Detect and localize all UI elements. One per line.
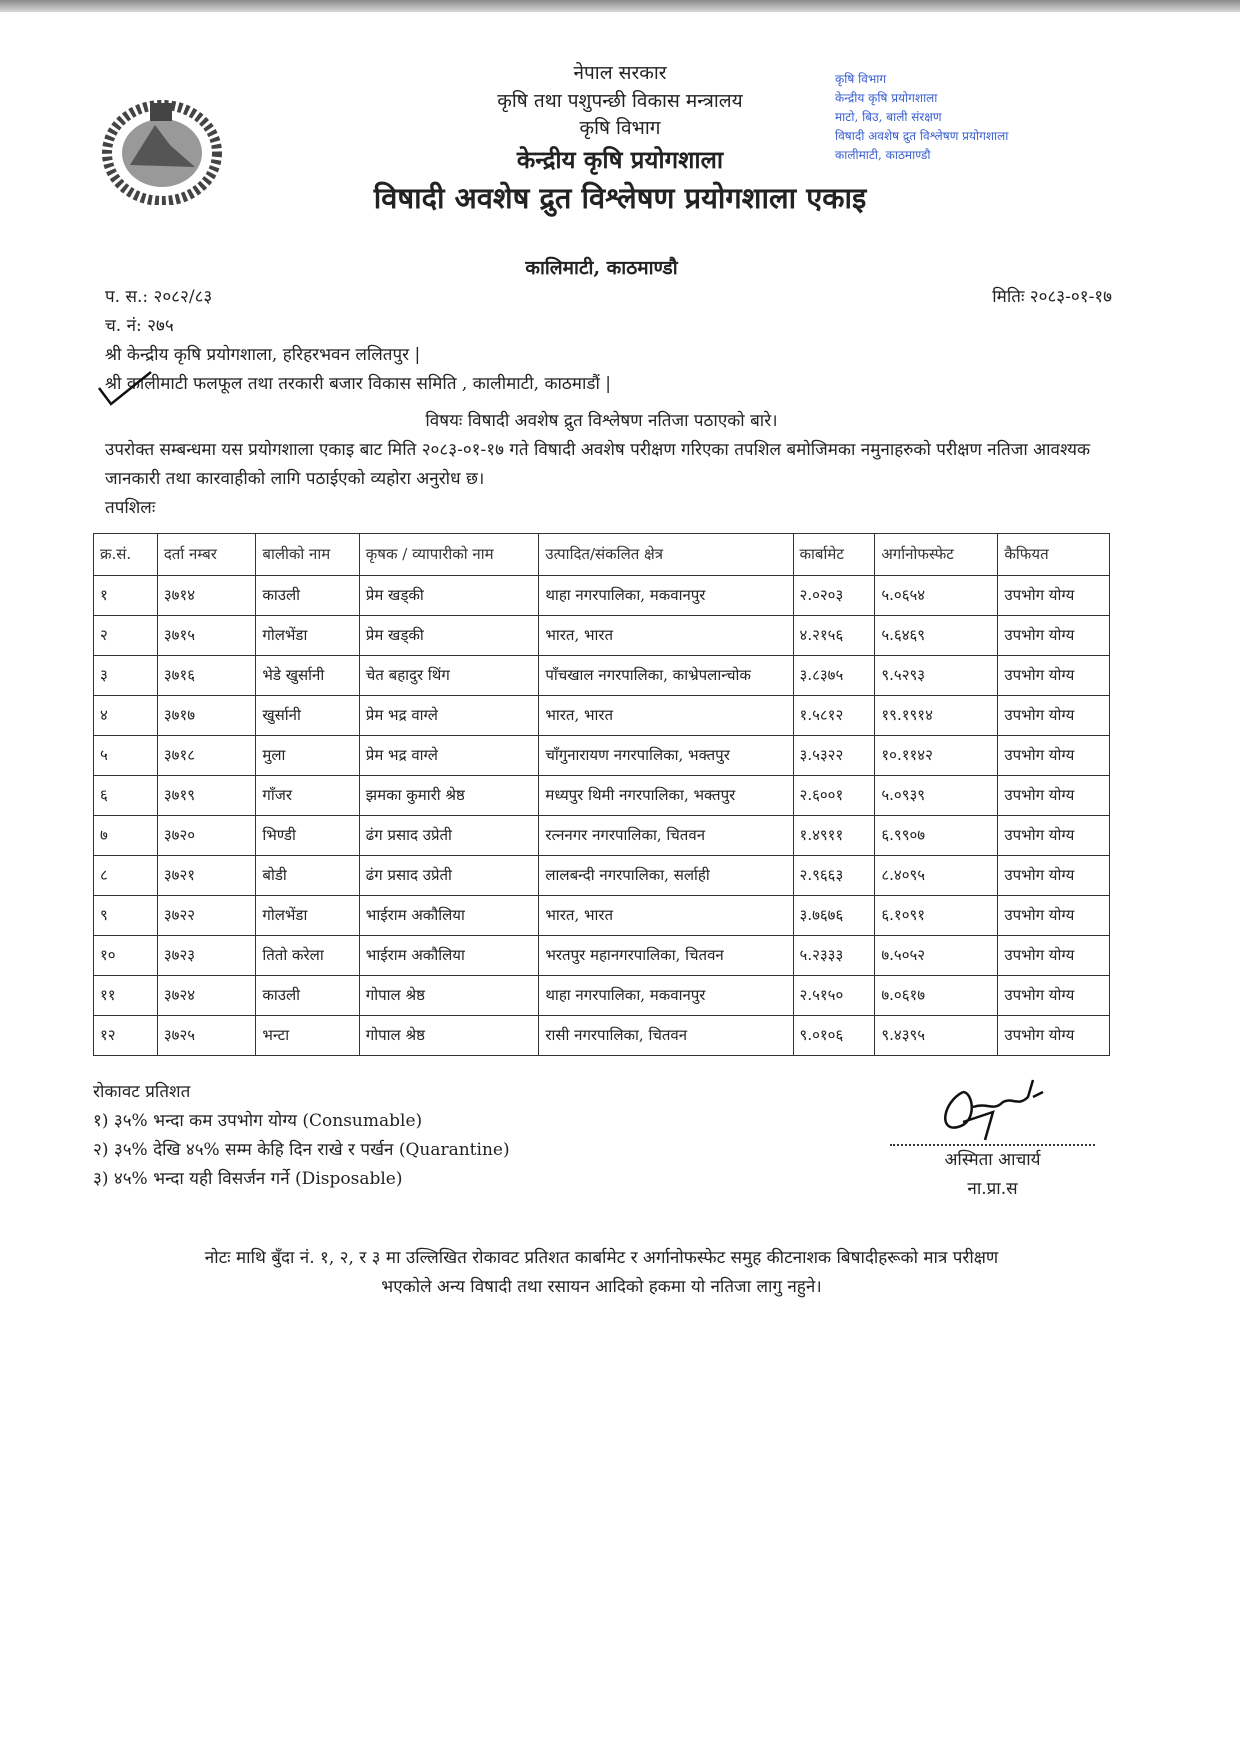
table-cell: मध्यपुर थिमी नगरपालिका, भक्तपुर <box>539 775 793 815</box>
column-header: कार्बामेट <box>793 533 875 575</box>
table-cell: मुला <box>256 735 359 775</box>
table-row <box>94 895 1110 935</box>
table-cell: ११ <box>94 975 158 1015</box>
signatory-designation: ना.प्रा.स <box>967 1178 1018 1199</box>
table-cell: ३.७६७६ <box>793 895 875 935</box>
table-cell: उपभोग योग्य <box>998 895 1110 935</box>
body-paragraph: उपरोक्त सम्बन्धमा यस प्रयोगशाला एकाइ बाट मिति २०८३-०१-१७ गते विषादी अवशेष परीक्षण गरिएका तपशिल बमोजिमका नमुनाहरुको परीक्षण नतिजा आवश्यक जानकारी तथा कारवाहीको लागि पठाईएको व्यहोरा अनुरोध छ। <box>105 439 1091 489</box>
table-cell: उपभोग योग्य <box>998 1015 1110 1055</box>
table-cell: ६.१०९१ <box>875 895 998 935</box>
table-cell: ३७१८ <box>157 735 256 775</box>
header-government: नेपाल सरकार <box>573 62 667 84</box>
column-header: कैफियत <box>998 533 1110 575</box>
table-cell: गोपाल श्रेष्ठ <box>359 1015 539 1055</box>
table-cell: भारत, भारत <box>539 615 793 655</box>
legend-item-1: १) ३५% भन्दा कम उपभोग योग्य (Consumable) <box>93 1110 423 1131</box>
table-cell: ३७१७ <box>157 695 256 735</box>
table-cell: थाहा नगरपालिका, मकवानपुर <box>539 975 793 1015</box>
table-cell: रासी नगरपालिका, चितवन <box>539 1015 793 1055</box>
table-cell: ३७२० <box>157 815 256 855</box>
table-cell: चाँगुनारायण नगरपालिका, भक्तपुर <box>539 735 793 775</box>
table-cell: २.६००१ <box>793 775 875 815</box>
table-cell: ३.५३२२ <box>793 735 875 775</box>
table-cell: बोडी <box>256 855 359 895</box>
dispatch-number: च. नं: २७५ <box>105 315 174 336</box>
stamp-line: केन्द्रीय कृषि प्रयोगशाला <box>835 91 938 105</box>
table-cell: ५.६४६९ <box>875 615 998 655</box>
table-cell: प्रेम भद्र वाग्ले <box>359 695 539 735</box>
tapashil-label: तपशिलः <box>105 497 156 518</box>
table-row <box>94 815 1110 855</box>
table-cell: काउली <box>256 975 359 1015</box>
table-cell: ३७२१ <box>157 855 256 895</box>
column-header: अर्गानोफस्फेट <box>875 533 998 575</box>
table-cell: ३.८३७५ <box>793 655 875 695</box>
header-unit: विषादी अवशेष द्रुत विश्लेषण प्रयोगशाला एकाइ <box>373 181 867 216</box>
table-cell: ३७२४ <box>157 975 256 1015</box>
legend-title: रोकावट प्रतिशत <box>93 1081 191 1102</box>
table-cell: ६ <box>94 775 158 815</box>
table-cell: २.५१५० <box>793 975 875 1015</box>
table-cell: ९.४३९५ <box>875 1015 998 1055</box>
signature-icon <box>933 1078 1053 1142</box>
table-cell: गोलभेंडा <box>256 615 359 655</box>
table-cell: गाँजर <box>256 775 359 815</box>
table-cell: ७.०६१७ <box>875 975 998 1015</box>
table-row <box>94 735 1110 775</box>
table-cell: भारत, भारत <box>539 895 793 935</box>
signature-block <box>890 1078 1095 1204</box>
column-header: दर्ता नम्बर <box>157 533 256 575</box>
office-stamp <box>835 70 1095 165</box>
header-ministry: कृषि तथा पशुपन्छी विकास मन्त्रालय <box>497 89 743 112</box>
table-cell: १२ <box>94 1015 158 1055</box>
table-cell: ७.५०५२ <box>875 935 998 975</box>
table-cell: उपभोग योग्य <box>998 975 1110 1015</box>
column-header: उत्पादित/संकलित क्षेत्र <box>539 533 793 575</box>
table-cell: ९.०१०६ <box>793 1015 875 1055</box>
table-cell: उपभोग योग्य <box>998 935 1110 975</box>
table-cell: भेडे खुर्सानी <box>256 655 359 695</box>
letter-date: मितिः २०८३-०१-१७ <box>992 286 1112 307</box>
table-cell: गोपाल श्रेष्ठ <box>359 975 539 1015</box>
legend <box>93 1078 510 1204</box>
table-cell: रत्ननगर नगरपालिका, चितवन <box>539 815 793 855</box>
table-cell: ८ <box>94 855 158 895</box>
table-cell: ९ <box>94 895 158 935</box>
column-header: बालीको नाम <box>256 533 359 575</box>
table-cell: उपभोग योग्य <box>998 615 1110 655</box>
table-cell: उपभोग योग्य <box>998 815 1110 855</box>
column-header: क्र.सं. <box>94 533 158 575</box>
stamp-line: कृषि विभाग <box>835 72 887 86</box>
table-cell: लालबन्दी नगरपालिका, सर्लाही <box>539 855 793 895</box>
table-cell: भारत, भारत <box>539 695 793 735</box>
table-cell: ढंग प्रसाद उप्रेती <box>359 855 539 895</box>
table-cell: ४ <box>94 695 158 735</box>
table-cell: ५.०६५४ <box>875 575 998 615</box>
stamp-line: विषादी अवशेष द्रुत विश्लेषण प्रयोगशाला <box>835 129 1009 143</box>
checkmark-icon <box>95 368 155 408</box>
table-cell: पाँचखाल नगरपालिका, काभ्रेपलान्चोक <box>539 655 793 695</box>
legend-item-2: २) ३५% देखि ४५% सम्म केहि दिन राखे र पर्खन (Quarantine) <box>93 1139 510 1160</box>
table-cell: ३७२२ <box>157 895 256 935</box>
table-cell: प्रेम खड्की <box>359 575 539 615</box>
table-cell: ३७१९ <box>157 775 256 815</box>
table-cell: उपभोग योग्य <box>998 575 1110 615</box>
table-cell: ३ <box>94 655 158 695</box>
letter-number: प. स.: २०८२/८३ <box>105 286 213 307</box>
table-cell: ५ <box>94 735 158 775</box>
table-cell: गोलभेंडा <box>256 895 359 935</box>
table-cell: चेत बहादुर थिंग <box>359 655 539 695</box>
table-cell: १० <box>94 935 158 975</box>
table-cell: १.५८१२ <box>793 695 875 735</box>
table-cell: ४.२१५६ <box>793 615 875 655</box>
table-cell: ९.५२९३ <box>875 655 998 695</box>
subject: विषयः विषादी अवशेष द्रुत विश्लेषण नतिजा पठाएको बारे। <box>425 410 778 431</box>
table-cell: ६.९९०७ <box>875 815 998 855</box>
table-cell: झमका कुमारी श्रेष्ठ <box>359 775 539 815</box>
table-cell: थाहा नगरपालिका, मकवानपुर <box>539 575 793 615</box>
table-cell: ३७२३ <box>157 935 256 975</box>
table-row <box>94 695 1110 735</box>
table-row <box>94 975 1110 1015</box>
recipient-1: श्री केन्द्रीय कृषि प्रयोगशाला, हरिहरभवन ललितपुर | <box>105 344 421 365</box>
table-cell: तितो करेला <box>256 935 359 975</box>
table-cell: काउली <box>256 575 359 615</box>
table-cell: २.०२०३ <box>793 575 875 615</box>
table-cell: १९.१९१४ <box>875 695 998 735</box>
column-header: कृषक / व्यापारीको नाम <box>359 533 539 575</box>
table-row <box>94 775 1110 815</box>
table-cell: ८.४०९५ <box>875 855 998 895</box>
results-table <box>93 533 1110 1056</box>
table-cell: उपभोग योग्य <box>998 655 1110 695</box>
table-cell: २ <box>94 615 158 655</box>
table-cell: ३७१४ <box>157 575 256 615</box>
table-cell: १०.११४२ <box>875 735 998 775</box>
stamp-line: कालीमाटी, काठमाण्डौ <box>835 148 931 162</box>
table-row <box>94 615 1110 655</box>
table-cell: ५.२३३३ <box>793 935 875 975</box>
header-lab: केन्द्रीय कृषि प्रयोगशाला <box>516 144 724 174</box>
table-row <box>94 1015 1110 1055</box>
table-cell: भाईराम अकौलिया <box>359 935 539 975</box>
header-address: कालिमाटी, काठमाण्डौ <box>525 257 678 279</box>
table-cell: उपभोग योग्य <box>998 735 1110 775</box>
signatory-name: अस्मिता आचार्य <box>944 1149 1041 1170</box>
table-cell: ३७१६ <box>157 655 256 695</box>
stamp-line: माटो, बिउ, बाली संरक्षण <box>835 110 942 124</box>
table-cell: उपभोग योग्य <box>998 695 1110 735</box>
table-cell: प्रेम भद्र वाग्ले <box>359 735 539 775</box>
table-row <box>94 655 1110 695</box>
legend-item-3: ३) ४५% भन्दा यही विसर्जन गर्ने (Disposable) <box>93 1168 403 1189</box>
table-cell: उपभोग योग्य <box>998 775 1110 815</box>
scan-edge <box>0 0 1240 12</box>
table-cell: ५.०९३९ <box>875 775 998 815</box>
note-line-2: भएकोले अन्य विषादी तथा रसायन आदिको हकमा यो नतिजा लागु नहुने। <box>381 1276 822 1297</box>
table-cell: खुर्सानी <box>256 695 359 735</box>
table-cell: भिण्डी <box>256 815 359 855</box>
table-cell: २.९६६३ <box>793 855 875 895</box>
table-cell: ३७१५ <box>157 615 256 655</box>
table-cell: ढंग प्रसाद उप्रेती <box>359 815 539 855</box>
table-cell: भाईराम अकौलिया <box>359 895 539 935</box>
table-row <box>94 855 1110 895</box>
header-department: कृषि विभाग <box>579 117 661 140</box>
table-cell: भरतपुर महानगरपालिका, चितवन <box>539 935 793 975</box>
table-row <box>94 575 1110 615</box>
note-line-1: नोटः माथि बुँदा नं. १, २, र ३ मा उल्लिखित रोकावट प्रतिशत कार्बामेट र अर्गानोफस्फेट समुह कीटनाशक बिषादीहरूको मात्र परीक्षण <box>204 1247 999 1268</box>
table-cell: ३७२५ <box>157 1015 256 1055</box>
table-row <box>94 935 1110 975</box>
table-cell: प्रेम खड्की <box>359 615 539 655</box>
table-cell: ७ <box>94 815 158 855</box>
recipient-2: श्री कालीमाटी फलफूल तथा तरकारी बजार विकास समिति , कालीमाटी, काठमाडौं | <box>105 373 611 394</box>
letter-body <box>93 255 1110 1302</box>
table-cell: उपभोग योग्य <box>998 855 1110 895</box>
table-cell: भन्टा <box>256 1015 359 1055</box>
table-cell: १.४९११ <box>793 815 875 855</box>
table-header-row <box>94 533 1110 575</box>
table-cell: १ <box>94 575 158 615</box>
